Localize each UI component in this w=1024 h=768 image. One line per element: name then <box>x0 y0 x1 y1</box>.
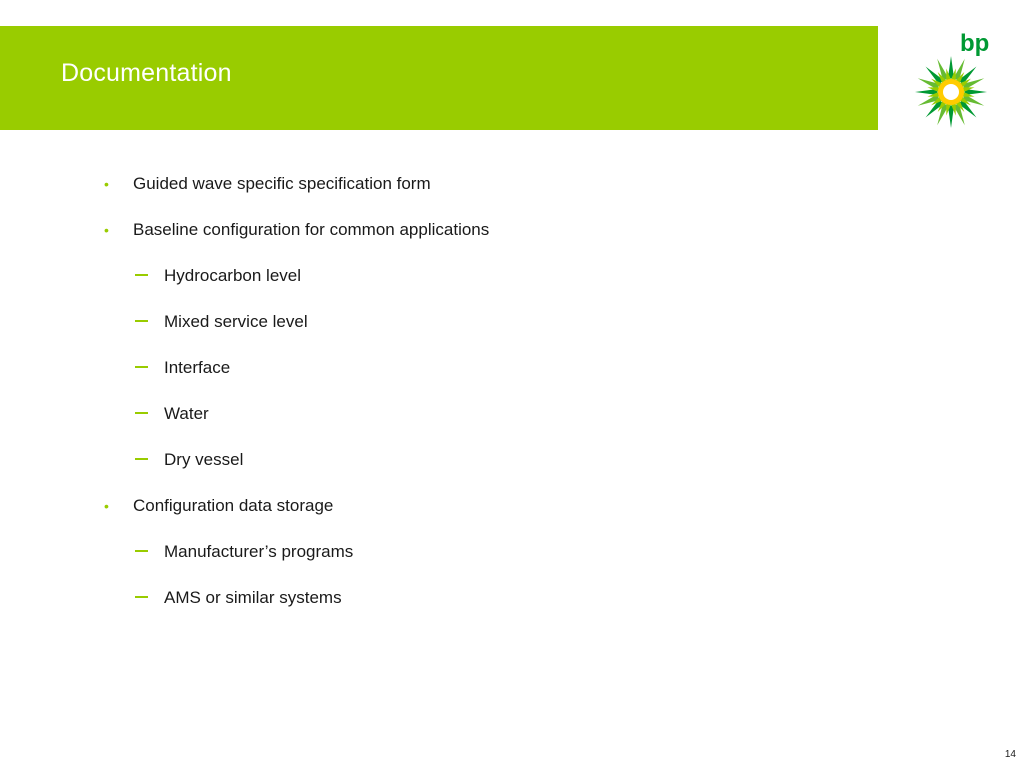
list-item <box>164 587 342 609</box>
list-item <box>164 449 243 471</box>
list-item <box>164 541 353 563</box>
list-item-text: Mixed service level <box>164 312 308 331</box>
dash-marker <box>135 458 148 460</box>
list-item <box>164 403 209 425</box>
logo-text: bp <box>960 30 990 57</box>
list-item-text: Guided wave specific specification form <box>133 174 431 193</box>
bullet-marker: • <box>104 222 109 238</box>
dash-marker <box>135 550 148 552</box>
list-item-text: AMS or similar systems <box>164 588 342 607</box>
list-item <box>164 357 230 379</box>
list-item <box>104 173 431 195</box>
list-item <box>104 219 490 241</box>
list-item-text: Configuration data storage <box>133 496 334 515</box>
list-item <box>164 265 301 287</box>
dash-marker <box>135 596 148 598</box>
page-number: 14 <box>1004 749 1016 760</box>
list-item-text: Dry vessel <box>164 450 244 469</box>
bullet-marker: • <box>104 498 109 514</box>
list-item <box>104 495 334 517</box>
slide-title: Documentation <box>61 59 232 87</box>
list-item-text: Baseline configuration for common applications <box>133 220 490 239</box>
bullet-marker: • <box>104 176 109 192</box>
list-item-text: Manufacturer’s programs <box>164 542 354 561</box>
dash-marker <box>135 366 148 368</box>
dash-marker <box>135 320 148 322</box>
list-item-text: Water <box>164 404 209 423</box>
dash-marker <box>135 412 148 414</box>
list-item-text: Interface <box>164 358 231 377</box>
list-item-text: Hydrocarbon level <box>164 266 302 285</box>
dash-marker <box>135 274 148 276</box>
list-item <box>164 311 308 333</box>
